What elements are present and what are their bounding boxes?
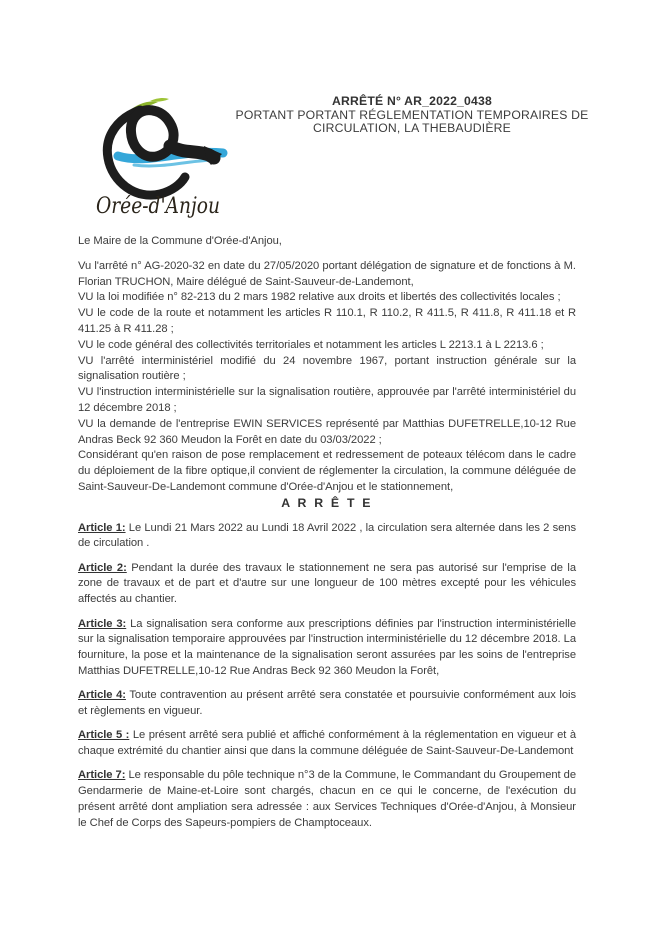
article-7-label: Article 7: [78, 769, 126, 782]
article-4 [78, 688, 576, 720]
recital-vu-5: VU l'arrêté interministériel modifié du 24 novembre 1967, portant instruction générale sur la signalisation routière ; [78, 354, 576, 383]
document-body [78, 234, 576, 840]
recital-vu-2: VU la loi modifiée n° 82-213 du 2 mars 1982 relative aux droits et libertés des collectivités locales ; [78, 291, 561, 304]
document-title-block [170, 95, 654, 136]
article-5-label: Article 5 : [78, 729, 130, 742]
article-1-text: Le Lundi 21 Mars 2022 au Lundi 18 Avril 2022 , la circulation sera alternée dans les 2 sens de circulation . [78, 521, 577, 550]
salutation: Le Maire de la Commune d'Orée-d'Anjou, [78, 235, 282, 247]
decree-number-title: ARRÊTÉ N° AR_2022_0438 [332, 94, 492, 108]
recital-vu-1: Vu l'arrêté n° AG-2020-32 en date du 27/05/2020 portant délégation de signature et de fonctions à M. Florian TRUCHON, Maire délégué de Saint-Sauveur-de-Landemont, [78, 259, 576, 288]
article-2-label: Article 2: [78, 561, 127, 574]
decree-heading: A R R Ê T E [281, 495, 373, 510]
article-3-label: Article 3: [78, 617, 127, 630]
article-3 [78, 617, 576, 680]
article-5 [78, 728, 576, 760]
decree-subtitle-line-1: PORTANT PORTANT RÉGLEMENTATION TEMPORAIRES DE [235, 107, 589, 122]
article-7-text: Le responsable du pôle technique n°3 de la Commune, le Commandant du Groupement de Gendarmerie de Maine-et-Loire sont chargés, chacun en ce qui le concerne, de l'exécution du présent arrêté dont ampliation sera adressée : aux Services Techniques d'Orée-d'Anjou, à Monsieur le Chef de Corps des Sapeurs-pompiers de Champtoceaux. [78, 769, 577, 829]
article-1 [78, 521, 576, 553]
recital-considerant: Considérant qu'en raison de pose remplacement et redressement de poteaux télécom dans le cadre du déploiement de la fibre optique,il convient de réglementer la circulation, la commune déléguée de Saint-Sauveur-De-Landemont commune d'Orée-d'Anjou et le stationnement, [78, 449, 576, 493]
article-3-text: La signalisation sera conforme aux prescriptions définies par l'instruction interministérielle sur la signalisation temporaire approuvées par l'instruction interministérielle du 12 décembre 2018. La fourniture, la pose et la maintenance de la signalisation seront assurées par les soins de l'entreprise Matthias DUFETRELLE,10-12 Rue Andras Beck 92 360 Meudon la Forêt, [78, 617, 577, 677]
recital-vu-4: VU le code général des collectivités territoriales et notamment les articles L 2213.1 à L 2213.6 ; [78, 338, 544, 351]
logo-wordmark: Orée-d'Anjou [96, 194, 220, 219]
decree-subtitle-line-2: CIRCULATION, LA THEBAUDIÈRE [313, 121, 511, 136]
article-2-text: Pendant la durée des travaux le stationnement ne sera pas autorisé sur l'emprise de la zone de travaux et de part et d'autre sur une longueur de 100 mètres excepté pour les véhicules affectés au chantier. [78, 561, 576, 606]
recital-vu-3: VU le code de la route et notamment les articles R 110.1, R 110.2, R 411.5, R 411.8, R 411.18 et R 411.25 à R 411.28 ; [78, 307, 576, 335]
recital-vu-7: VU la demande de l'entreprise EWIN SERVICES représenté par Matthias DUFETRELLE,10-12 Rue Andras Beck 92 360 Meudon la Forêt en date du 03/03/2022 ; [78, 417, 576, 446]
article-1-label: Article 1: [78, 521, 126, 534]
article-7 [78, 768, 576, 831]
article-5-text: Le présent arrêté sera publié et affiché conformément à la réglementation en vigueur et à chaque extrémité du chantier ainsi que dans la commune déléguée de Saint-Sauveur-De-Landemont [78, 729, 576, 758]
article-2 [78, 561, 576, 608]
article-4-label: Article 4: [78, 689, 126, 702]
recital-vu-6: VU l'instruction interministérielle sur la signalisation routière, approuvée par l'arrêté interministériel du 12 décembre 2018 ; [78, 386, 576, 414]
article-4-text: Toute contravention au présent arrêté sera constatée et poursuivie conformément aux lois et règlements en vigueur. [78, 689, 576, 718]
